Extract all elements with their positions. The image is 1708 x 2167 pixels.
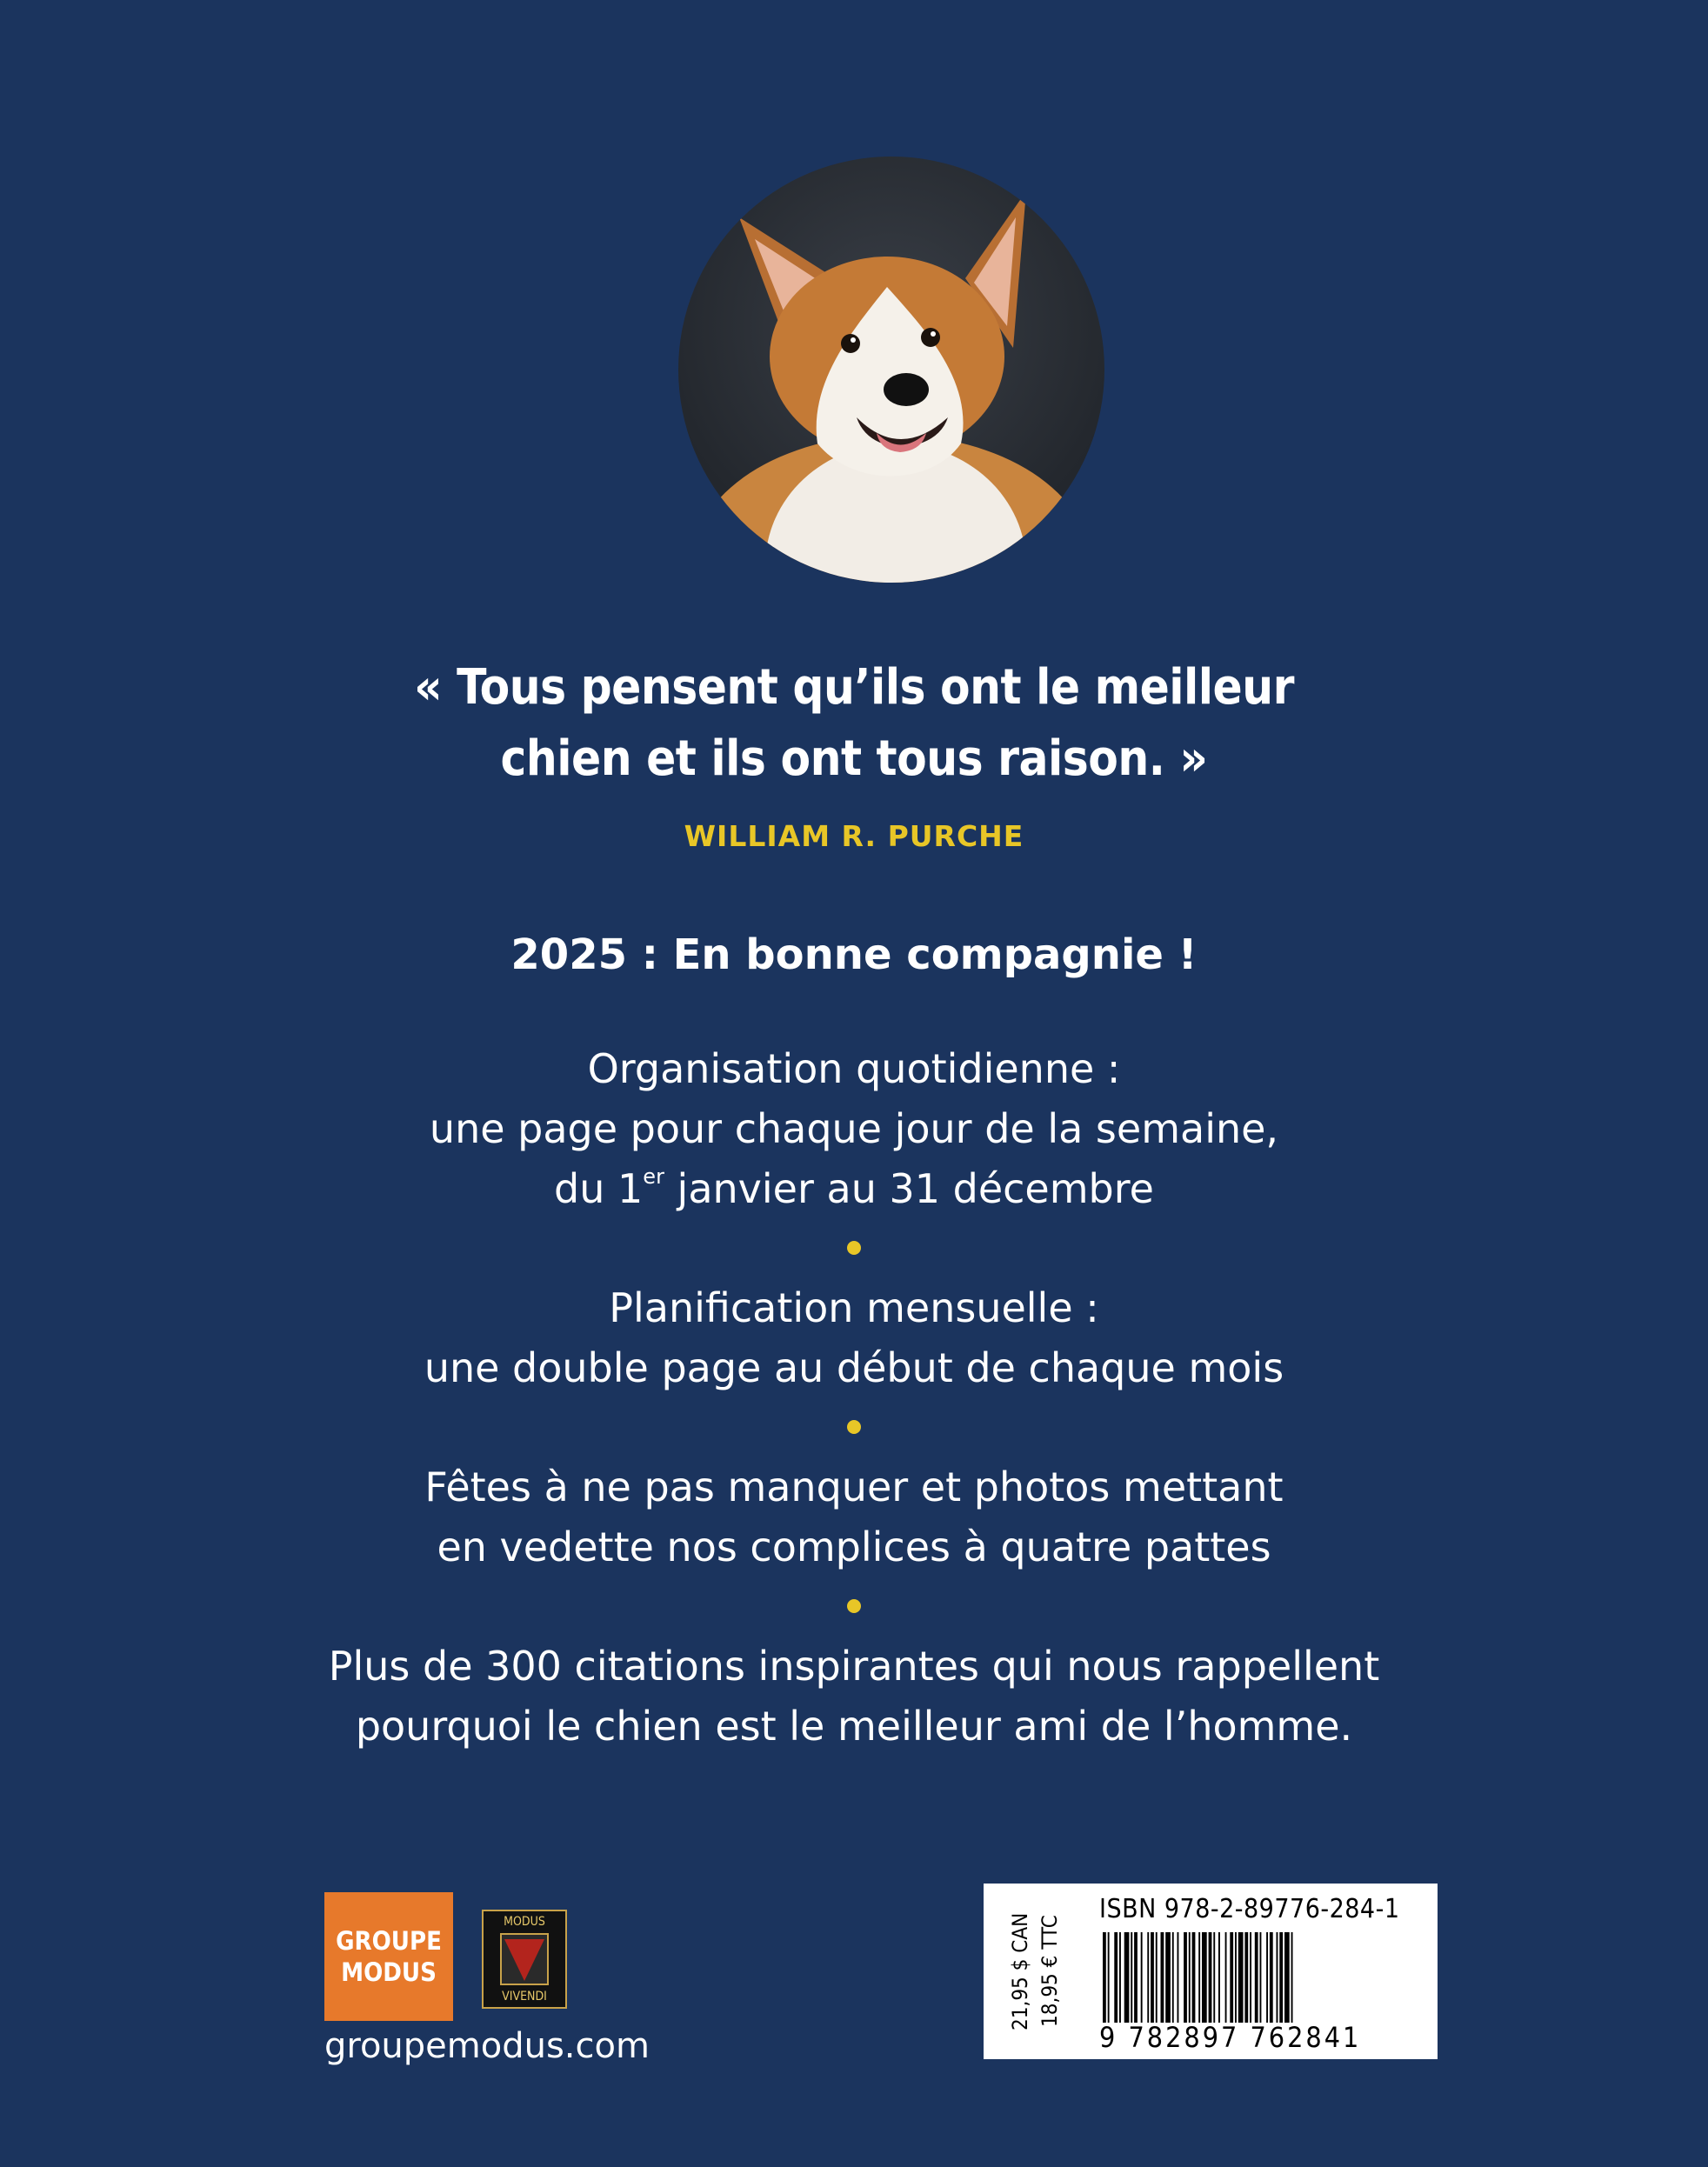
logo-text: MODUS — [341, 1957, 437, 1987]
feature-text: pourquoi le chien est le meilleur ami de l’homme. — [355, 1703, 1353, 1750]
feature-text: en vedette nos complices à quatre pattes — [437, 1524, 1271, 1570]
bullet-dot — [847, 1420, 861, 1434]
price-eur: 18,95 € TTC — [1037, 1915, 1062, 2028]
price-can: 21,95 $ CAN — [1008, 1912, 1032, 2030]
feature-text — [0, 1159, 1708, 1219]
feature-text-part: du 1 — [554, 1165, 644, 1212]
feature-daily — [0, 1039, 1708, 1219]
quote-line-2: chien et ils ont tous raison. » — [500, 730, 1208, 787]
imprint-text: MODUS — [504, 1915, 545, 1929]
feature-text: Planification mensuelle : — [609, 1284, 1099, 1331]
superscript: er — [643, 1164, 664, 1189]
logo-text: GROUPE — [336, 1926, 442, 1956]
v-emblem-icon — [497, 1932, 551, 1986]
headline: 2025 : En bonne compagnie ! — [510, 930, 1198, 979]
bullet-dot — [847, 1241, 861, 1255]
quote-line-1: « Tous pensent qu’ils ont le meilleur — [414, 659, 1294, 716]
feature-text: une double page au début de chaque mois — [424, 1344, 1284, 1391]
barcode-icon — [1099, 1932, 1426, 2030]
imprint-text: VIVENDI — [502, 1990, 547, 2004]
quote — [0, 652, 1708, 795]
feature-holidays — [0, 1457, 1708, 1577]
bullet-dot — [847, 1599, 861, 1613]
quote-author: WILLIAM R. PURCHE — [684, 819, 1024, 853]
isbn-label: ISBN 978-2-89776-284-1 — [1099, 1894, 1400, 1924]
feature-monthly — [0, 1278, 1708, 1398]
feature-list — [0, 1039, 1708, 1757]
barcode-panel — [984, 1884, 1438, 2059]
feature-quotes — [0, 1637, 1708, 1757]
feature-text: Fêtes à ne pas manquer et photos mettant — [424, 1464, 1284, 1510]
price-block — [996, 1892, 1074, 2050]
feature-text: Organisation quotidienne : — [587, 1045, 1121, 1092]
feature-text: une page pour chaque jour de la semaine, — [429, 1105, 1279, 1152]
feature-text: Plus de 300 citations inspirantes qui nous rappellent — [328, 1643, 1380, 1690]
feature-text-part: janvier au 31 décembre — [664, 1165, 1154, 1212]
groupe-modus-logo — [324, 1892, 453, 2021]
website-url[interactable]: groupemodus.com — [324, 2026, 650, 2066]
barcode-digits: 9 782897 762841 — [1099, 2021, 1362, 2054]
modus-vivendi-logo — [482, 1910, 567, 2009]
corgi-photo — [678, 157, 1104, 583]
